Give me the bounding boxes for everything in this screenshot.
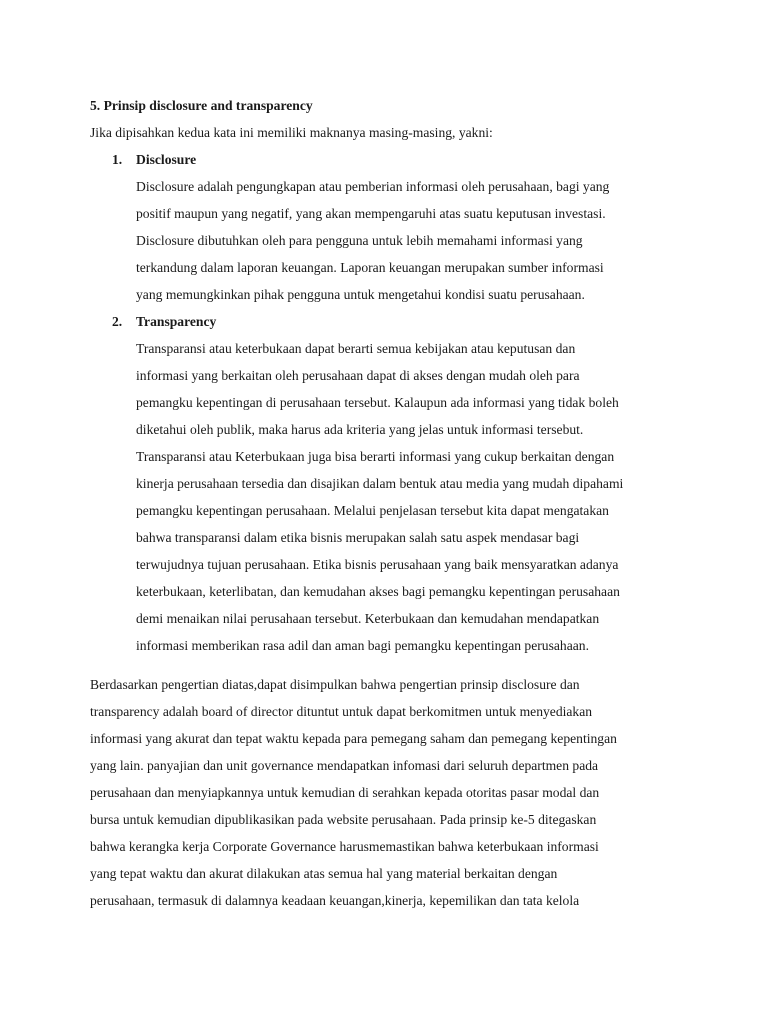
- paragraph-line: keterbukaan, keterlibatan, dan kemudahan akses bagi pemangku kepentingan perusahaan: [136, 584, 620, 599]
- list-item-title-text: Transparency: [136, 314, 217, 329]
- paragraph-line: informasi memberikan rasa adil dan aman bagi pemangku kepentingan perusahaan.: [136, 638, 589, 653]
- paragraph-line: Transparansi atau Keterbukaan juga bisa berarti informasi yang cukup berkaitan dengan: [136, 449, 615, 464]
- numbered-list: [90, 146, 740, 659]
- list-item-number: 1.: [112, 152, 123, 167]
- paragraph-line: transparency adalah board of director dituntut untuk dapat berkomitmen untuk menyediakan: [90, 704, 593, 719]
- paragraph-line: pemangku kepentingan di perusahaan tersebut. Kalaupun ada informasi yang tidak boleh: [136, 395, 619, 410]
- paragraph-line: terkandung dalam laporan keuangan. Laporan keuangan merupakan sumber informasi: [136, 260, 604, 275]
- paragraph-line: bahwa kerangka kerja Corporate Governance harusmemastikan bahwa keterbukaan informasi: [90, 839, 599, 854]
- paragraph-line: kinerja perusahaan tersedia dan disajikan dalam bentuk atau media yang mudah dipahami: [136, 476, 624, 491]
- paragraph-line: perusahaan, termasuk di dalamnya keadaan keuangan,kinerja, kepemilikan dan tata kelola: [90, 893, 580, 908]
- paragraph-line: pemangku kepentingan perusahaan. Melalui penjelasan tersebut kita dapat mengatakan: [136, 503, 609, 518]
- document-page: [90, 92, 740, 914]
- paragraph-line: yang memungkinkan pihak pengguna untuk mengetahui kondisi suatu perusahaan.: [136, 287, 585, 302]
- paragraph-line: terwujudnya tujuan perusahaan. Etika bisnis perusahaan yang baik mensyaratkan adanya: [136, 557, 619, 572]
- paragraph-line: perusahaan dan menyiapkannya untuk kemudian di serahkan kepada otoritas pasar modal dan: [90, 785, 600, 800]
- paragraph-line: yang tepat waktu dan akurat dilakukan atas semua hal yang material berkaitan dengan: [90, 866, 558, 881]
- list-item-number: 2.: [112, 314, 123, 329]
- list-item-title: [90, 308, 740, 335]
- list-item-title: [90, 146, 740, 173]
- paragraph-line: Berdasarkan pengertian diatas,dapat disimpulkan bahwa pengertian prinsip disclosure dan: [90, 677, 580, 692]
- list-item-title-text: Disclosure: [136, 152, 197, 167]
- paragraph-line: informasi yang berkaitan oleh perusahaan dapat di akses dengan mudah oleh para: [136, 368, 580, 383]
- paragraph-line: bursa untuk kemudian dipublikasikan pada website perusahaan. Pada prinsip ke-5 ditegaskan: [90, 812, 597, 827]
- section-heading: 5. Prinsip disclosure and transparency: [90, 98, 313, 113]
- paragraph-line: Disclosure dibutuhkan oleh para pengguna untuk lebih memahami informasi yang: [136, 233, 583, 248]
- paragraph-line: yang lain. panyajian dan unit governance mendapatkan infomasi dari seluruh departmen pada: [90, 758, 599, 773]
- paragraph-line: informasi yang akurat dan tepat waktu kepada para pemegang saham dan pemegang kepentingan: [90, 731, 617, 746]
- paragraph-line: bahwa transparansi dalam etika bisnis merupakan salah satu aspek mendasar bagi: [136, 530, 580, 545]
- list-item-body: [90, 335, 740, 659]
- paragraph-line: Transparansi atau keterbukaan dapat berarti semua kebijakan atau keputusan dan: [136, 341, 576, 356]
- paragraph-line: diketahui oleh publik, maka harus ada kriteria yang jelas untuk informasi tersebut.: [136, 422, 584, 437]
- conclusion-paragraph: [90, 671, 740, 914]
- list-item-disclosure: [90, 146, 740, 308]
- paragraph-line: positif maupun yang negatif, yang akan mempengaruhi atas suatu keputusan investasi.: [136, 206, 606, 221]
- list-item-body: [90, 173, 740, 308]
- section-intro: Jika dipisahkan kedua kata ini memiliki maknanya masing-masing, yakni:: [90, 125, 493, 140]
- paragraph-line: demi menaikan nilai perusahaan tersebut. Keterbukaan dan kemudahan mendapatkan: [136, 611, 600, 626]
- list-item-transparency: [90, 308, 740, 659]
- paragraph-line: Disclosure adalah pengungkapan atau pemberian informasi oleh perusahaan, bagi yang: [136, 179, 610, 194]
